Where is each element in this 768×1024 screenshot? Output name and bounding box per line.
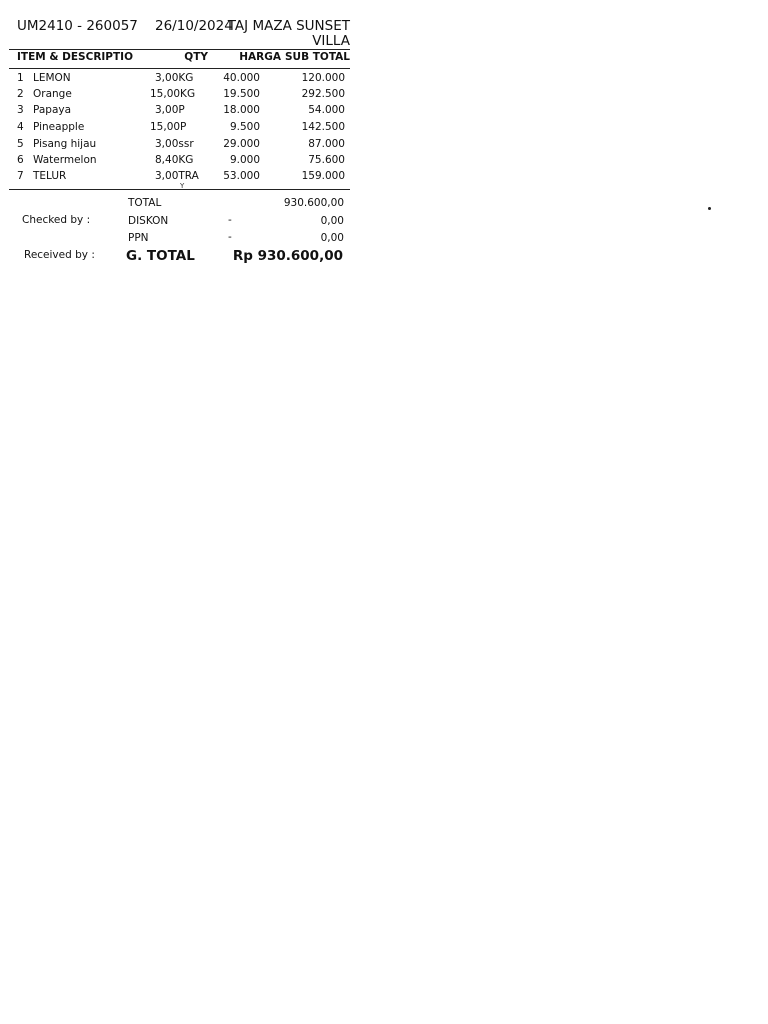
item-price: 9.500 [229, 121, 260, 133]
row-number: 2 [17, 88, 24, 100]
item-subtotal: 87.000 [308, 138, 345, 150]
ppn-value: 0,00 [320, 232, 344, 244]
column-header-item: ITEM & DESCRIPTIO [17, 51, 133, 63]
row-number: 3 [17, 104, 24, 116]
stray-dot-mark [708, 207, 711, 210]
item-price: 29.000 [223, 138, 260, 150]
customer-name-line2: VILLA [312, 33, 350, 49]
diskon-dash: - [228, 214, 232, 226]
divider-bottom [9, 189, 350, 190]
item-subtotal: 142.500 [301, 121, 345, 133]
table-row [0, 138, 360, 154]
item-name: Watermelon [33, 154, 97, 166]
item-name: Pineapple [33, 121, 85, 133]
row-number: 7 [17, 170, 24, 182]
item-qty: 15,00KG [150, 88, 196, 100]
grand-total-label: G. TOTAL [126, 248, 195, 264]
item-name: Orange [33, 88, 72, 100]
total-value: 930.600,00 [283, 197, 344, 209]
table-row [0, 72, 360, 88]
item-subtotal: 75.600 [308, 154, 345, 166]
item-price: 40.000 [223, 72, 260, 84]
item-qty: 8,40KG [155, 154, 194, 166]
table-row [0, 104, 360, 120]
grand-total-value: Rp 930.600,00 [232, 248, 343, 264]
item-subtotal: 120.000 [301, 72, 345, 84]
customer-name-line1: TAJ MAZA SUNSET [227, 18, 350, 34]
table-row [0, 88, 360, 104]
diskon-label: DISKON [128, 215, 169, 227]
item-price: 53.000 [223, 170, 260, 182]
ppn-label: PPN [128, 232, 149, 244]
item-price: 9.000 [229, 154, 260, 166]
item-subtotal: 292.500 [301, 88, 345, 100]
column-header-harga: HARGA [239, 51, 281, 63]
diskon-value: 0,00 [320, 215, 344, 227]
item-name: TELUR [33, 170, 67, 182]
column-header-subtotal: SUB TOTAL [285, 51, 350, 63]
clipped-text-mark: Y [180, 182, 185, 190]
item-subtotal: 159.000 [301, 170, 345, 182]
item-name: LEMON [33, 72, 71, 84]
item-qty: 3,00P [155, 104, 185, 116]
row-number: 6 [17, 154, 24, 166]
checked-by-label: Checked by : [22, 214, 91, 226]
item-qty: 3,00TRA [155, 170, 199, 182]
divider-top [9, 49, 350, 50]
table-row [0, 121, 360, 137]
received-by-label: Received by : [24, 249, 95, 261]
row-number: 4 [17, 121, 24, 133]
row-number: 5 [17, 138, 24, 150]
row-number: 1 [17, 72, 24, 84]
table-row [0, 154, 360, 170]
invoice-number: UM2410 - 260057 [17, 18, 138, 34]
item-price: 18.000 [223, 104, 260, 116]
item-qty: 3,00KG [155, 72, 194, 84]
divider-header [9, 68, 350, 69]
item-price: 19.500 [223, 88, 260, 100]
item-name: Pisang hijau [33, 138, 97, 150]
invoice-date: 26/10/2024 [155, 18, 233, 34]
item-subtotal: 54.000 [308, 104, 345, 116]
ppn-dash: - [228, 231, 232, 243]
total-label: TOTAL [128, 197, 162, 209]
item-qty: 15,00P [150, 121, 187, 133]
column-header-qty: QTY [184, 51, 208, 63]
item-name: Papaya [33, 104, 72, 116]
item-qty: 3,00ssr [155, 138, 194, 150]
